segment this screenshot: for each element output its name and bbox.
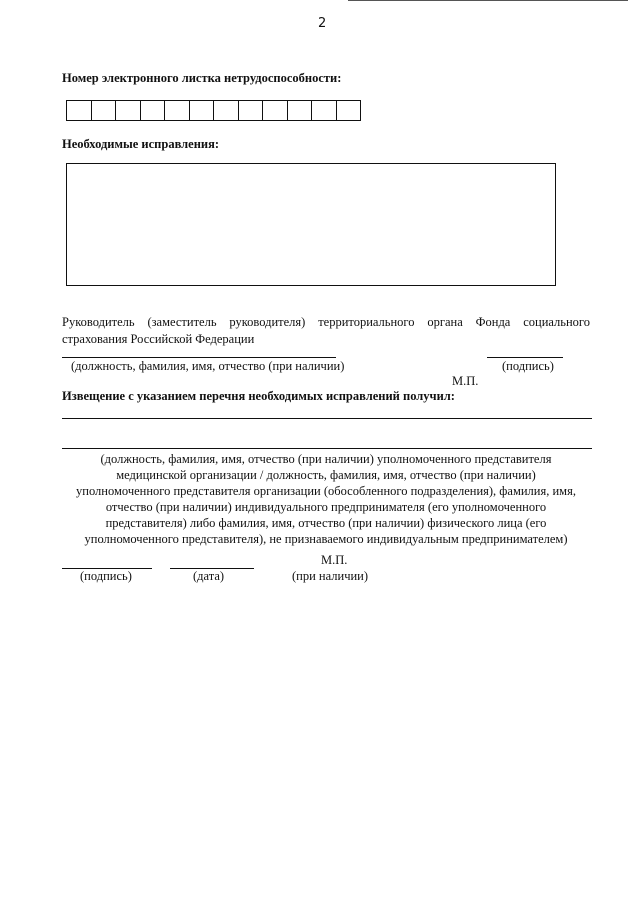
digit-cell[interactable]: [263, 101, 288, 120]
digit-cell[interactable]: [337, 101, 361, 120]
digit-cell[interactable]: [141, 101, 166, 120]
head-position-caption: (должность, фамилия, имя, отчество (при наличии): [71, 359, 345, 373]
digit-cell[interactable]: [312, 101, 337, 120]
representative-caption-line: представителя) либо фамилия, имя, отчество (при наличии) физического лица (его: [105, 516, 547, 530]
top-edge-rule: [348, 0, 628, 1]
digit-cell[interactable]: [214, 101, 239, 120]
head-signature-caption: (подпись): [502, 359, 554, 373]
head-line-1: Руководитель (заместитель руководителя) территориального органа Фонда социального: [62, 315, 590, 329]
digit-cell[interactable]: [92, 101, 117, 120]
representative-caption: [62, 451, 590, 547]
digit-cell[interactable]: [288, 101, 313, 120]
page-number: 2: [318, 16, 327, 31]
bottom-stamp-note: (при наличии): [292, 569, 369, 583]
head-line-2: страхования Российской Федерации: [62, 332, 255, 346]
head-signature-line[interactable]: [487, 357, 563, 358]
head-position-line[interactable]: [62, 357, 336, 358]
received-line-1[interactable]: [62, 418, 592, 419]
representative-caption-line: медицинской организации / должность, фамилия, имя, отчество (при наличии): [116, 468, 536, 482]
sick-leave-number-label: Номер электронного листка нетрудоспособности:: [62, 71, 342, 85]
bottom-date-caption: (дата): [193, 569, 225, 583]
stamp-label: М.П.: [452, 374, 479, 388]
digit-cell[interactable]: [190, 101, 215, 120]
bottom-signature-caption: (подпись): [80, 569, 132, 583]
received-line-2[interactable]: [62, 448, 592, 449]
representative-caption-line: уполномоченного представителя), не признаваемого индивидуальным предпринимателем): [84, 532, 568, 546]
sick-leave-number-cells[interactable]: [66, 100, 361, 121]
corrections-box[interactable]: [66, 163, 556, 286]
received-label: Извещение с указанием перечня необходимых исправлений получил:: [62, 389, 455, 403]
corrections-label: Необходимые исправления:: [62, 137, 220, 151]
digit-cell[interactable]: [116, 101, 141, 120]
digit-cell[interactable]: [165, 101, 190, 120]
digit-cell[interactable]: [67, 101, 92, 120]
digit-cell[interactable]: [239, 101, 264, 120]
representative-caption-line: (должность, фамилия, имя, отчество (при наличии) уполномоченного представителя: [100, 452, 552, 466]
bottom-stamp-label: М.П.: [321, 553, 348, 567]
representative-caption-line: уполномоченного представителя организации (обособленного подразделения), фамилия, имя,: [76, 484, 576, 498]
representative-caption-line: отчество (при наличии) индивидуального предпринимателя (его уполномоченного: [105, 500, 547, 514]
